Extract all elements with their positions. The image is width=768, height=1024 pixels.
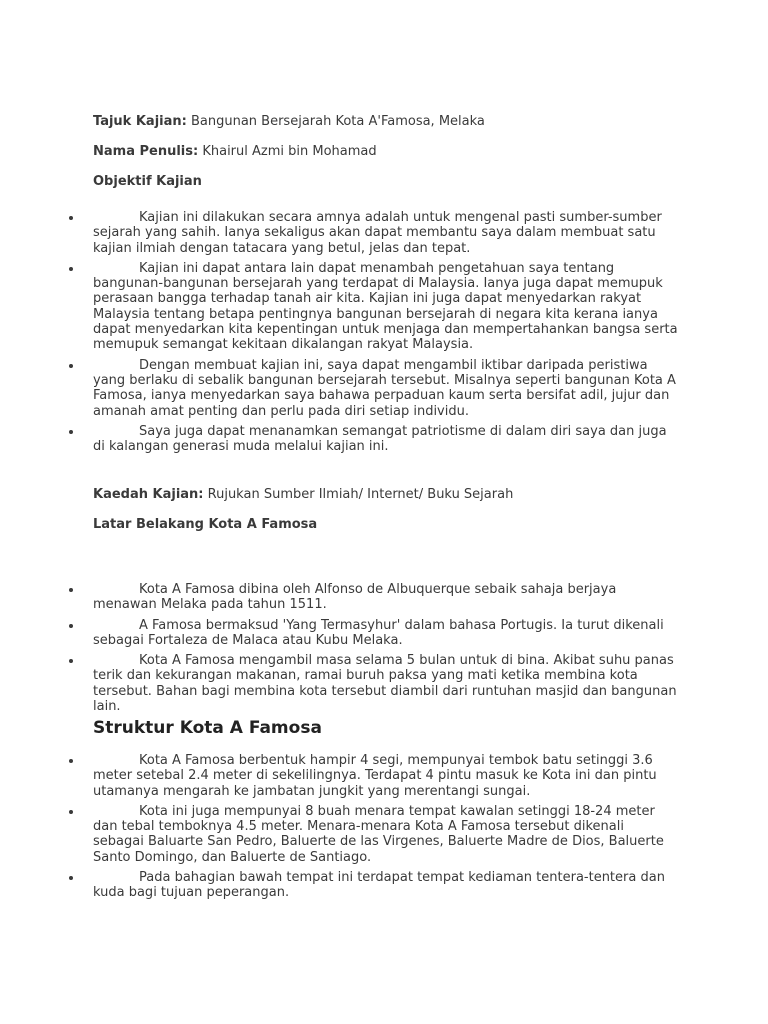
list-item-text: Kajian ini dapat antara lain dapat menambah pengetahuan saya tentang bangunan-bangunan bersejarah yang terdapat di Malaysia. Ianya juga dapat memupuk perasaan bangga terhadap tanah air kita. Kajian ini juga dapat menyedarkan rakyat Malaysia tentang betapa pentingnya bangunan bersejarah di negara kita kerana ianya dapat menyedarkan kita kepentingan untuk menjaga dan mempertahankan bangsa serta memupuk semangat kekitaan dikalangan rakyat Malaysia. (93, 260, 678, 353)
list-item-text: Kota ini juga mempunyai 8 buah menara tempat kawalan setinggi 18-24 meter dan tebal temboknya 4.5 meter. Menara-menara Kota A Famosa tersebut dikenali sebagai Baluarte San Pedro, Baluerte de las Virgenes, Baluerte Madre de Dios, Baluerte Santo Domingo, dan Baluerte de Santiago. (93, 803, 664, 865)
list-item-text: Dengan membuat kajian ini, saya dapat mengambil iktibar daripada peristiwa yang berlaku di sebalik bangunan bersejarah tersebut. Misalnya seperti bangunan Kota A Famosa, ianya menyedarkan saya bahawa perpaduan kaum serta bersifat adil, jujur dan amanah amat penting dan perlu pada diri setiap individu. (93, 357, 676, 419)
kaedah-line (93, 487, 513, 502)
tajuk-label: Tajuk Kajian: (93, 114, 187, 129)
list-item (93, 210, 678, 256)
list-item-text: Kajian ini dilakukan secara amnya adalah untuk mengenal pasti sumber-sumber sejarah yang sahih. Ianya sekaligus akan dapat membantu saya dalam membuat satu kajian ilmiah dengan tatacara yang betul, jelas dan tepat. (93, 210, 662, 256)
list-item-text: A Famosa bermaksud 'Yang Termasyhur' dalam bahasa Portugis. Ia turut dikenali sebagai Fortaleza de Malaca atau Kubu Melaka. (93, 617, 664, 648)
latar-heading: Latar Belakang Kota A Famosa (93, 517, 318, 532)
bullet-icon (69, 267, 73, 271)
list-item (93, 582, 678, 613)
bullet-icon (69, 364, 73, 368)
bullet-icon (69, 216, 73, 220)
list-item-text: Pada bahagian bawah tempat ini terdapat tempat kediaman tentera-tentera dan kuda bagi tujuan peperangan. (93, 870, 665, 901)
struktur-list (93, 753, 678, 901)
bullet-icon (69, 588, 73, 592)
list-item-text: Kota A Famosa berbentuk hampir 4 segi, mempunyai tembok batu setinggi 3.6 meter setebal 2.4 meter di sekelilingnya. Terdapat 4 pintu masuk ke Kota ini dan pintu utamanya mengarah ke jambatan jungkit yang merentangi sungai. (93, 753, 657, 799)
tajuk-line (93, 114, 485, 129)
tajuk-value: Bangunan Bersejarah Kota A'Famosa, Melaka (186, 114, 485, 129)
list-item-text: Kota A Famosa dibina oleh Alfonso de Albuquerque sebaik sahaja berjaya menawan Melaka pada tahun 1511. (93, 582, 617, 613)
objektif-list (93, 210, 678, 454)
bullet-icon (69, 759, 73, 763)
bullet-icon (69, 810, 73, 814)
list-item (93, 424, 678, 455)
bullet-icon (69, 876, 73, 880)
latar-list (93, 582, 678, 714)
kaedah-value: Rujukan Sumber Ilmiah/ Internet/ Buku Sejarah (203, 487, 514, 502)
kaedah-label: Kaedah Kajian: (93, 487, 204, 502)
list-item (93, 753, 678, 799)
objektif-heading: Objektif Kajian (93, 174, 202, 189)
penulis-value: Khairul Azmi bin Mohamad (198, 144, 377, 159)
penulis-line (93, 144, 377, 159)
struktur-heading: Struktur Kota A Famosa (93, 718, 322, 738)
list-item (93, 870, 678, 901)
list-item-text: Saya juga dapat menanamkan semangat patriotisme di dalam diri saya dan juga di kalangan generasi muda melalui kajian ini. (93, 423, 667, 455)
bullet-icon (69, 430, 73, 434)
list-item (93, 653, 678, 714)
list-item (93, 804, 678, 865)
list-item-text: Kota A Famosa mengambil masa selama 5 bulan untuk di bina. Akibat suhu panas terik dan kekurangan makanan, ramai buruh paksa yang mati ketika membina kota tersebut. Bahan bagi membina kota tersebut diambil dari runtuhan masjid dan bangunan lain. (93, 653, 677, 715)
bullet-icon (69, 659, 73, 663)
list-item (93, 618, 678, 649)
bullet-icon (69, 624, 73, 628)
list-item (93, 358, 678, 419)
penulis-label: Nama Penulis: (93, 144, 199, 159)
list-item (93, 261, 678, 353)
